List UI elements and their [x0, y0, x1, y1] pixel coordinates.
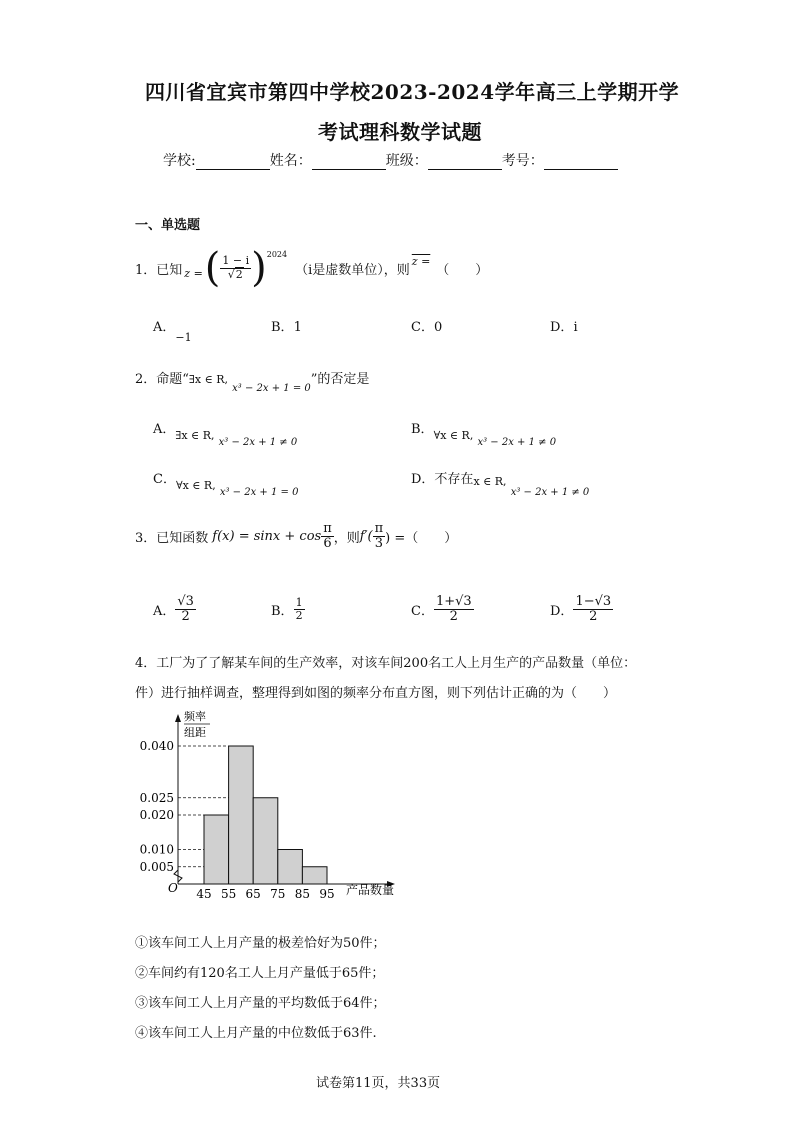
number-label: 考号：	[501, 153, 544, 169]
title-line-1: 四川省宜宾市第四中学校2023-2024学年高三上学期开学	[145, 80, 680, 104]
school-label: 学校:	[163, 153, 196, 169]
q1-sqrt-value: 2	[235, 267, 243, 281]
q3-fprime: f′(	[359, 529, 373, 545]
q3-pi-over-3: $\frac{\pi}{3}$	[374, 521, 384, 552]
q4-line-2: 件）进行抽样调查，整理得到如图的频率分布直方图，则下列估计正确的为（ ）	[135, 686, 617, 701]
class-label: 班级：	[385, 153, 428, 169]
histogram-bar	[278, 850, 303, 885]
q3-pi-over-6: $\frac{\pi}{6}$	[323, 521, 332, 552]
histogram-bar	[253, 798, 278, 884]
y-tick-label: 0.020	[139, 808, 174, 822]
q3-prefix: 3．已知函数	[135, 531, 209, 547]
x-tick-label: 95	[319, 887, 335, 901]
y-label-top: 频率	[184, 710, 206, 723]
name-label: 姓名：	[269, 153, 312, 169]
q3-then: ，则	[333, 531, 360, 547]
q1-frac-num: 1 − i	[222, 254, 250, 268]
q2-option-d[interactable]: D．不存在x ∈ R, $_{x^3 - 2x + 1 \ne 0}$	[411, 472, 590, 498]
school-blank[interactable]	[196, 155, 270, 170]
y-tick-label: 0.005	[139, 859, 174, 874]
q3-end: ) =（ ）	[385, 531, 458, 547]
info-fields	[163, 150, 618, 170]
q3-option-b[interactable]: B． $\frac{1}{2}$	[271, 596, 303, 623]
y-label-bottom: 组距	[184, 726, 206, 739]
x-axis-label: 产品数量	[346, 883, 395, 897]
q2-option-b[interactable]: B．$_{\forall x \in R,}$ $_{x^3 - 2x + 1 \ne 0}$	[411, 422, 557, 448]
y-tick-label: 0.040	[139, 739, 174, 753]
q3-function: f(x) = sinx + cos	[212, 529, 322, 545]
y-tick-label: 0.025	[139, 790, 174, 805]
class-blank[interactable]	[428, 155, 502, 170]
origin-label: O	[168, 881, 178, 895]
q4-statement-2: ②车间约有120名工人上月产量低于65件；	[135, 966, 385, 981]
q1-option-a[interactable]: A．$_{-1}$	[153, 320, 192, 344]
question-1	[135, 245, 489, 291]
q1-paren-left: (	[204, 245, 221, 291]
x-tick-label: 75	[270, 887, 286, 901]
x-tick-label: 85	[294, 887, 311, 901]
x-tick-label: 65	[245, 887, 261, 901]
number-blank[interactable]	[544, 155, 618, 170]
q2-exists: ∃x ∈ R,	[188, 373, 229, 386]
q1-option-c[interactable]: C．0	[411, 320, 443, 335]
q2-expr: x³ − 2x + 1 = 0	[232, 383, 311, 394]
histogram-bar	[204, 815, 229, 884]
q4-statement-1: ①该车间工人上月产量的极差恰好为50件；	[135, 936, 386, 951]
y-tick-label: 0.010	[139, 842, 174, 857]
histogram-bar	[229, 746, 254, 884]
q4-statement-4: ④该车间工人上月产量的中位数低于63件.	[135, 1026, 377, 1041]
q2-option-c[interactable]: C．$_{\forall x \in R,}$ $_{x^3 - 2x + 1 = 0}$	[153, 472, 299, 498]
name-blank[interactable]	[312, 155, 386, 170]
q2-suffix: ”的否定是	[310, 372, 370, 387]
q2-prefix: 2．命题“	[135, 372, 189, 387]
q1-zbar-eq: z =	[411, 254, 431, 268]
q1-exponent: 2024	[266, 250, 288, 259]
q1-option-b[interactable]: B．1	[271, 320, 302, 335]
q3-option-a[interactable]: A． $\frac{√3}{2}$	[153, 594, 194, 625]
q3-option-d[interactable]: D． $\frac{1-√3}{2}$	[550, 594, 612, 625]
q4-line-1: 4．工厂为了了解某车间的生产效率，对该车间200名工人上月生产的产品数量（单位：	[135, 656, 637, 671]
q1-paren-right: )	[251, 245, 267, 291]
x-tick-label: 45	[196, 887, 212, 901]
q1-note: （i是虚数单位），则	[295, 262, 410, 278]
q1-z-eq: z =	[184, 266, 203, 280]
q1-option-d[interactable]: D．i	[550, 320, 578, 335]
x-tick-label: 55	[220, 887, 237, 901]
title-line-2: 考试理科数学试题	[318, 120, 482, 144]
q2-option-a[interactable]: A．$_{\exists x \in R,}$ $_{x^3 - 2x + 1 \ne 0}$	[153, 422, 298, 448]
q1-answer-paren: （ ）	[436, 262, 489, 278]
question-2	[135, 368, 370, 394]
histogram-chart	[138, 706, 408, 902]
page-footer: 试卷第11页，共33页	[316, 1076, 441, 1091]
q4-statement-3: ③该车间工人上月产量的平均数低于64件；	[135, 996, 386, 1011]
q1-fraction	[220, 255, 251, 280]
q1-frac-den: √2	[227, 267, 243, 281]
q1-number: 1．已知	[135, 262, 183, 278]
y-axis-arrow	[175, 714, 181, 722]
histogram-bar	[302, 867, 327, 884]
question-3	[135, 522, 457, 552]
q3-option-c[interactable]: C． $\frac{1+√3}{2}$	[411, 594, 472, 625]
section-title: 一、单选题	[135, 218, 201, 233]
